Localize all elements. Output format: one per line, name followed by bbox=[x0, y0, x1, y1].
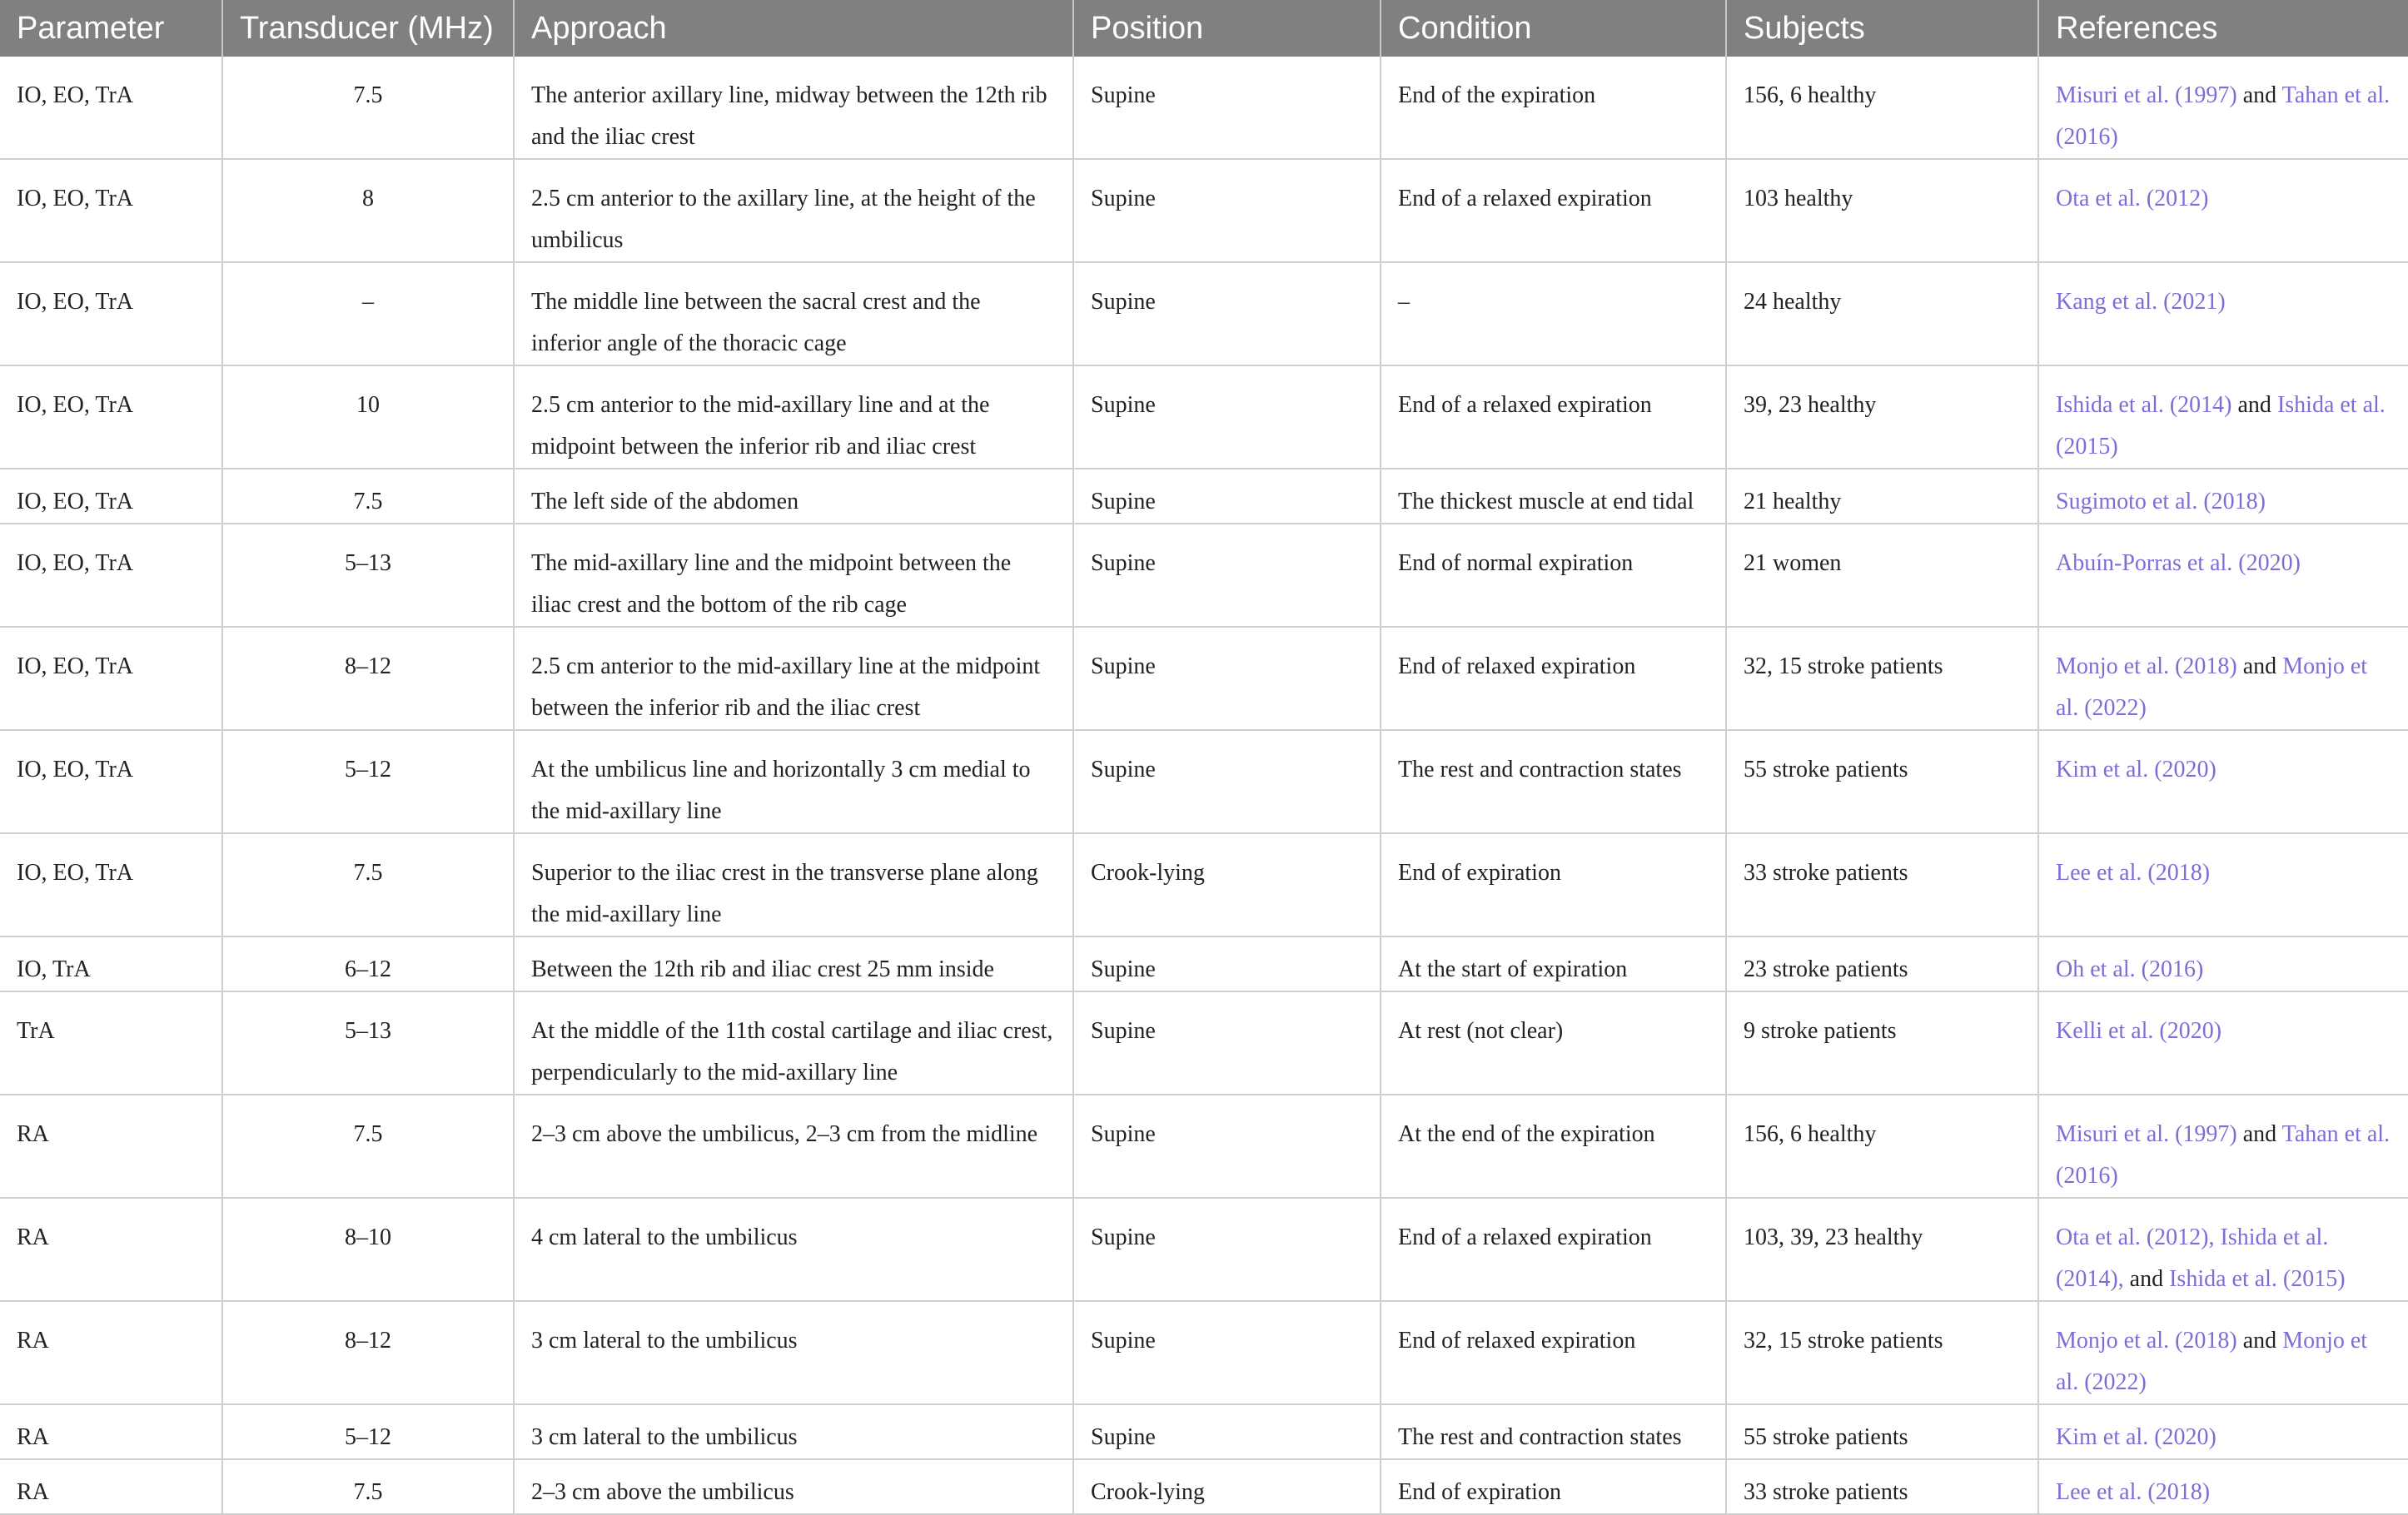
cell-approach: 2–3 cm above the umbilicus, 2–3 cm from the midline bbox=[514, 1095, 1073, 1198]
cell-parameter: IO, EO, TrA bbox=[0, 524, 222, 627]
cell-subjects: 32, 15 stroke patients bbox=[1726, 627, 2038, 730]
cell-condition: End of a relaxed expiration bbox=[1381, 159, 1726, 262]
cell-approach: 2.5 cm anterior to the mid-axillary line at the midpoint between the inferior rib and the iliac crest bbox=[514, 627, 1073, 730]
table-row bbox=[0, 469, 2408, 524]
cell-position: Supine bbox=[1073, 262, 1381, 365]
reference-link[interactable]: Sugimoto et al. (2018) bbox=[2056, 489, 2266, 514]
cell-position: Supine bbox=[1073, 627, 1381, 730]
cell-parameter: RA bbox=[0, 1198, 222, 1301]
cell-references bbox=[2038, 627, 2408, 730]
cell-position: Supine bbox=[1073, 159, 1381, 262]
cell-transducer: 8–10 bbox=[222, 1198, 514, 1301]
table-row bbox=[0, 936, 2408, 991]
cell-references bbox=[2038, 730, 2408, 833]
cell-subjects: 9 stroke patients bbox=[1726, 991, 2038, 1095]
table-row bbox=[0, 991, 2408, 1095]
cell-subjects: 33 stroke patients bbox=[1726, 833, 2038, 936]
cell-condition: End of the expiration bbox=[1381, 57, 1726, 159]
cell-condition: At the end of the expiration bbox=[1381, 1095, 1726, 1198]
table-row bbox=[0, 1198, 2408, 1301]
reference-link[interactable]: Kim et al. (2020) bbox=[2056, 1424, 2216, 1450]
reference-link[interactable]: Misuri et al. (1997) bbox=[2056, 82, 2237, 108]
cell-references bbox=[2038, 365, 2408, 469]
header-approach: Approach bbox=[514, 0, 1073, 57]
cell-condition: End of relaxed expiration bbox=[1381, 1301, 1726, 1404]
reference-link[interactable]: Ota et al. (2012), Ishida et al. (2014), bbox=[2056, 1224, 2329, 1292]
cell-references bbox=[2038, 991, 2408, 1095]
reference-link[interactable]: Misuri et al. (1997) bbox=[2056, 1121, 2237, 1147]
reference-link[interactable]: Tahan et al. (2016) bbox=[2056, 82, 2391, 150]
table-row bbox=[0, 730, 2408, 833]
cell-subjects: 55 stroke patients bbox=[1726, 1404, 2038, 1459]
cell-references bbox=[2038, 262, 2408, 365]
cell-transducer: 10 bbox=[222, 365, 514, 469]
header-parameter: Parameter bbox=[0, 0, 222, 57]
reference-link[interactable]: Kim et al. (2020) bbox=[2056, 757, 2216, 782]
cell-subjects: 33 stroke patients bbox=[1726, 1459, 2038, 1514]
cell-subjects: 156, 6 healthy bbox=[1726, 57, 2038, 159]
reference-link[interactable]: Kang et al. (2021) bbox=[2056, 289, 2226, 315]
reference-link[interactable]: Ota et al. (2012) bbox=[2056, 186, 2209, 211]
cell-subjects: 103 healthy bbox=[1726, 159, 2038, 262]
cell-references bbox=[2038, 1404, 2408, 1459]
cell-references bbox=[2038, 469, 2408, 524]
cell-references bbox=[2038, 1198, 2408, 1301]
cell-parameter: RA bbox=[0, 1459, 222, 1514]
cell-transducer: 7.5 bbox=[222, 469, 514, 524]
reference-link[interactable]: Tahan et al. (2016) bbox=[2056, 1121, 2391, 1189]
cell-parameter: IO, EO, TrA bbox=[0, 159, 222, 262]
header-transducer: Transducer (MHz) bbox=[222, 0, 514, 57]
cell-references bbox=[2038, 57, 2408, 159]
cell-condition: The rest and contraction states bbox=[1381, 1404, 1726, 1459]
cell-subjects: 55 stroke patients bbox=[1726, 730, 2038, 833]
cell-approach: 3 cm lateral to the umbilicus bbox=[514, 1301, 1073, 1404]
table-row bbox=[0, 57, 2408, 159]
cell-condition: The thickest muscle at end tidal bbox=[1381, 469, 1726, 524]
cell-parameter: IO, EO, TrA bbox=[0, 627, 222, 730]
cell-approach: The middle line between the sacral crest and the inferior angle of the thoracic cage bbox=[514, 262, 1073, 365]
cell-position: Crook-lying bbox=[1073, 833, 1381, 936]
cell-approach: Between the 12th rib and iliac crest 25 mm inside bbox=[514, 936, 1073, 991]
reference-link[interactable]: Ishida et al. (2015) bbox=[2169, 1266, 2346, 1292]
cell-parameter: IO, TrA bbox=[0, 936, 222, 991]
cell-approach: The anterior axillary line, midway between the 12th rib and the iliac crest bbox=[514, 57, 1073, 159]
cell-parameter: IO, EO, TrA bbox=[0, 262, 222, 365]
table-row bbox=[0, 262, 2408, 365]
reference-link[interactable]: Lee et al. (2018) bbox=[2056, 1479, 2211, 1505]
cell-subjects: 39, 23 healthy bbox=[1726, 365, 2038, 469]
cell-references bbox=[2038, 159, 2408, 262]
cell-transducer: 8–12 bbox=[222, 627, 514, 730]
cell-condition: At rest (not clear) bbox=[1381, 991, 1726, 1095]
cell-condition: End of expiration bbox=[1381, 833, 1726, 936]
cell-condition: End of a relaxed expiration bbox=[1381, 1198, 1726, 1301]
table-row bbox=[0, 159, 2408, 262]
reference-joiner: and bbox=[2123, 1266, 2170, 1292]
header-row bbox=[0, 0, 2408, 57]
table-row bbox=[0, 1301, 2408, 1404]
cell-parameter: TrA bbox=[0, 991, 222, 1095]
cell-subjects: 21 healthy bbox=[1726, 469, 2038, 524]
cell-transducer: 7.5 bbox=[222, 1095, 514, 1198]
header-position: Position bbox=[1073, 0, 1381, 57]
cell-position: Supine bbox=[1073, 991, 1381, 1095]
cell-subjects: 103, 39, 23 healthy bbox=[1726, 1198, 2038, 1301]
cell-parameter: IO, EO, TrA bbox=[0, 365, 222, 469]
cell-approach: Superior to the iliac crest in the transverse plane along the mid-axillary line bbox=[514, 833, 1073, 936]
cell-parameter: IO, EO, TrA bbox=[0, 833, 222, 936]
cell-position: Supine bbox=[1073, 365, 1381, 469]
reference-link[interactable]: Lee et al. (2018) bbox=[2056, 860, 2211, 886]
table-row bbox=[0, 1095, 2408, 1198]
cell-subjects: 23 stroke patients bbox=[1726, 936, 2038, 991]
reference-joiner: and bbox=[2236, 82, 2282, 108]
cell-parameter: RA bbox=[0, 1404, 222, 1459]
cell-parameter: IO, EO, TrA bbox=[0, 730, 222, 833]
cell-approach: At the middle of the 11th costal cartilage and iliac crest, perpendicularly to the mid-axillary line bbox=[514, 991, 1073, 1095]
cell-transducer: 5–13 bbox=[222, 991, 514, 1095]
cell-subjects: 21 women bbox=[1726, 524, 2038, 627]
table-row bbox=[0, 524, 2408, 627]
cell-parameter: IO, EO, TrA bbox=[0, 469, 222, 524]
cell-transducer: 8 bbox=[222, 159, 514, 262]
cell-references bbox=[2038, 936, 2408, 991]
cell-position: Supine bbox=[1073, 57, 1381, 159]
cell-position: Supine bbox=[1073, 1198, 1381, 1301]
cell-transducer: 5–13 bbox=[222, 524, 514, 627]
header-subjects: Subjects bbox=[1726, 0, 2038, 57]
cell-approach: 2.5 cm anterior to the axillary line, at the height of the umbilicus bbox=[514, 159, 1073, 262]
cell-position: Supine bbox=[1073, 524, 1381, 627]
cell-subjects: 24 healthy bbox=[1726, 262, 2038, 365]
cell-parameter: IO, EO, TrA bbox=[0, 57, 222, 159]
table-row bbox=[0, 1459, 2408, 1514]
reference-joiner: and bbox=[2236, 653, 2283, 679]
cell-position: Supine bbox=[1073, 469, 1381, 524]
cell-condition: – bbox=[1381, 262, 1726, 365]
cell-position: Supine bbox=[1073, 1301, 1381, 1404]
cell-position: Supine bbox=[1073, 1404, 1381, 1459]
cell-position: Crook-lying bbox=[1073, 1459, 1381, 1514]
reference-link[interactable]: Monjo et al. (2022) bbox=[2056, 653, 2368, 721]
cell-references bbox=[2038, 1459, 2408, 1514]
cell-references bbox=[2038, 1301, 2408, 1404]
cell-transducer: 8–12 bbox=[222, 1301, 514, 1404]
cell-references bbox=[2038, 524, 2408, 627]
cell-position: Supine bbox=[1073, 730, 1381, 833]
header-references: References bbox=[2038, 0, 2408, 57]
cell-condition: At the start of expiration bbox=[1381, 936, 1726, 991]
reference-joiner: and bbox=[2236, 1121, 2282, 1147]
table-row bbox=[0, 365, 2408, 469]
reference-link[interactable]: Oh et al. (2016) bbox=[2056, 956, 2204, 982]
reference-link[interactable]: Abuín-Porras et al. (2020) bbox=[2056, 550, 2301, 576]
cell-approach: 4 cm lateral to the umbilicus bbox=[514, 1198, 1073, 1301]
table-row bbox=[0, 1404, 2408, 1459]
reference-joiner: and bbox=[2236, 1328, 2283, 1354]
reference-link[interactable]: Monjo et al. (2018) bbox=[2056, 1328, 2237, 1354]
cell-transducer: 7.5 bbox=[222, 833, 514, 936]
cell-references bbox=[2038, 833, 2408, 936]
cell-condition: End of relaxed expiration bbox=[1381, 627, 1726, 730]
cell-condition: End of normal expiration bbox=[1381, 524, 1726, 627]
cell-position: Supine bbox=[1073, 1095, 1381, 1198]
cell-subjects: 156, 6 healthy bbox=[1726, 1095, 2038, 1198]
cell-transducer: – bbox=[222, 262, 514, 365]
cell-condition: The rest and contraction states bbox=[1381, 730, 1726, 833]
cell-approach: At the umbilicus line and horizontally 3 cm medial to the mid-axillary line bbox=[514, 730, 1073, 833]
cell-condition: End of a relaxed expiration bbox=[1381, 365, 1726, 469]
cell-subjects: 32, 15 stroke patients bbox=[1726, 1301, 2038, 1404]
cell-transducer: 5–12 bbox=[222, 730, 514, 833]
cell-parameter: RA bbox=[0, 1301, 222, 1404]
cell-approach: The mid-axillary line and the midpoint between the iliac crest and the bottom of the rib cage bbox=[514, 524, 1073, 627]
table-row bbox=[0, 833, 2408, 936]
cell-references bbox=[2038, 1095, 2408, 1198]
reference-joiner: and bbox=[2231, 392, 2277, 418]
table-row bbox=[0, 627, 2408, 730]
cell-transducer: 7.5 bbox=[222, 1459, 514, 1514]
cell-transducer: 6–12 bbox=[222, 936, 514, 991]
header-condition: Condition bbox=[1381, 0, 1726, 57]
reference-link[interactable]: Monjo et al. (2022) bbox=[2056, 1328, 2368, 1395]
reference-link[interactable]: Ishida et al. (2014) bbox=[2056, 392, 2232, 418]
cell-approach: 3 cm lateral to the umbilicus bbox=[514, 1404, 1073, 1459]
cell-transducer: 7.5 bbox=[222, 57, 514, 159]
cell-condition: End of expiration bbox=[1381, 1459, 1726, 1514]
cell-position: Supine bbox=[1073, 936, 1381, 991]
reference-link[interactable]: Kelli et al. (2020) bbox=[2056, 1018, 2222, 1044]
reference-link[interactable]: Monjo et al. (2018) bbox=[2056, 653, 2237, 679]
reference-link[interactable]: Ishida et al. (2015) bbox=[2056, 392, 2386, 459]
cell-approach: 2–3 cm above the umbilicus bbox=[514, 1459, 1073, 1514]
cell-approach: The left side of the abdomen bbox=[514, 469, 1073, 524]
cell-parameter: RA bbox=[0, 1095, 222, 1198]
cell-transducer: 5–12 bbox=[222, 1404, 514, 1459]
cell-approach: 2.5 cm anterior to the mid-axillary line and at the midpoint between the inferior rib and iliac crest bbox=[514, 365, 1073, 469]
